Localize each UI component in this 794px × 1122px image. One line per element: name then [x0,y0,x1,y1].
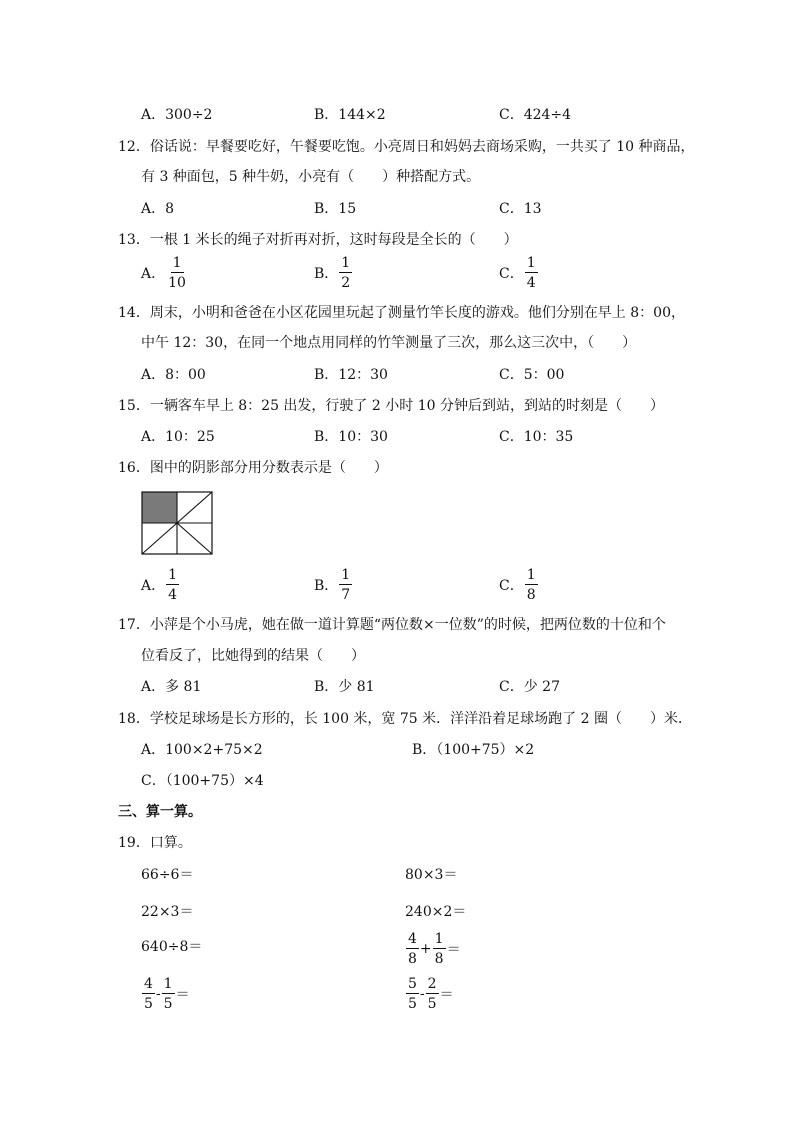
q18-question: 18．学校足球场是长方形的，长 100 米，宽 75 米．洋洋沿着足球场跑了 2 圈（ ）米． [118,711,692,727]
q19-title: 19．口算。 [118,835,192,851]
q17-question-line2: 位看反了，比她得到的结果（ ） [141,648,365,664]
q11-option-a: A．300÷2 [141,107,213,123]
q15-option-a: A．10：25 [141,429,215,445]
q12-option-a: A．8 [141,201,175,217]
q13-option-b-fraction: $\frac{1}{2}$ [341,255,351,291]
q17-question-line1: 17．小萍是个小马虎，她在做一道计算题“两位数×一位数”的时候，把两位数的十位和个 [118,617,666,633]
q12-option-c: C．13 [499,201,542,217]
q14-option-a: A．8：00 [141,367,206,383]
q17-option-c: C．少 27 [499,679,560,695]
section-3-heading: 三、算一算。 [118,804,202,820]
q17-option-a: A．多 81 [141,679,202,695]
q12-question-line2: 有 3 种面包，5 种牛奶，小亮有（ ）种搭配方式。 [141,169,481,185]
q19-fraction-item-2: $\frac{4}{5}$ - $\frac{1}{5}$ ＝ [144,976,190,1012]
q15-option-c: C．10：35 [499,429,574,445]
q16-option-b-fraction: $\frac{1}{7}$ [341,567,351,603]
q15-option-b: B．10：30 [314,429,388,445]
q16-shaded-region [142,492,177,523]
q16-option-c-fraction: $\frac{1}{8}$ [526,567,536,603]
q19-item-2: 80×3＝ [405,867,458,883]
q19-item-4: 240×2＝ [405,904,467,920]
q16-option-a-label: A． [141,578,166,594]
q16-option-c-label: C． [499,578,524,594]
q13-option-c-label: C． [499,266,524,282]
q13-question: 13．一根 1 米长的绳子对折再对折，这时每段是全长的（ ） [118,232,518,248]
q11-option-c: C．424÷4 [499,107,572,123]
q19-item-5: 640÷8＝ [141,939,203,955]
q14-question-line2: 中午 12：30，在同一个地点用同样的竹竿测量了三次，那么这三次中，（ ） [141,335,637,351]
q16-option-a-fraction: $\frac{1}{4}$ [168,567,178,603]
q12-option-b: B．15 [314,201,357,217]
q14-option-b: B．12：30 [314,367,388,383]
q17-option-b: B．少 81 [314,679,375,695]
q16-option-c [499,568,539,602]
q13-option-b-label: B． [314,266,339,282]
q18-option-c: C．（100+75）×4 [141,773,264,789]
q13-option-b [314,256,353,290]
q15-question: 15．一辆客车早上 8：25 出发，行驶了 2 小时 10 分钟后到站，到站的时刻是（ ） [118,398,664,414]
q14-option-c: C．5：00 [499,367,565,383]
q18-option-a: A．100×2+75×2 [141,742,263,758]
q19-item-1: 66÷6＝ [141,867,194,883]
q16-option-b-label: B． [314,578,339,594]
q19-fraction-item-3: $\frac{5}{5}$ - $\frac{2}{5}$ ＝ [408,976,454,1012]
q14-question-line1: 14．周末，小明和爸爸在小区花园里玩起了测量竹竿长度的游戏。他们分别在早上 8：00， [118,305,685,321]
q16-question: 16．图中的阴影部分用分数表示是（ ） [118,460,388,476]
q12-question-line1: 12．俗话说：早餐要吃好，午餐要吃饱。小亮周日和妈妈去商场采购，一共买了 10 种商品， [118,139,695,155]
q13-option-c-fraction: $\frac{1}{4}$ [526,255,536,291]
q16-shaded-square-figure [141,491,213,555]
q19-fraction-item-1: $\frac{4}{8}$ + $\frac{1}{8}$ ＝ [408,931,461,967]
q19-item-3: 22×3＝ [141,904,194,920]
q13-option-a [141,256,189,290]
q16-option-a [141,568,180,602]
q18-option-b: B．（100+75）×2 [412,742,535,758]
q11-option-b: B．144×2 [314,107,386,123]
q13-option-c [499,256,539,290]
q16-option-b [314,568,353,602]
q13-option-a-label: A． [141,266,166,282]
q13-option-a-fraction: $\frac{1}{10}$ [168,255,186,291]
